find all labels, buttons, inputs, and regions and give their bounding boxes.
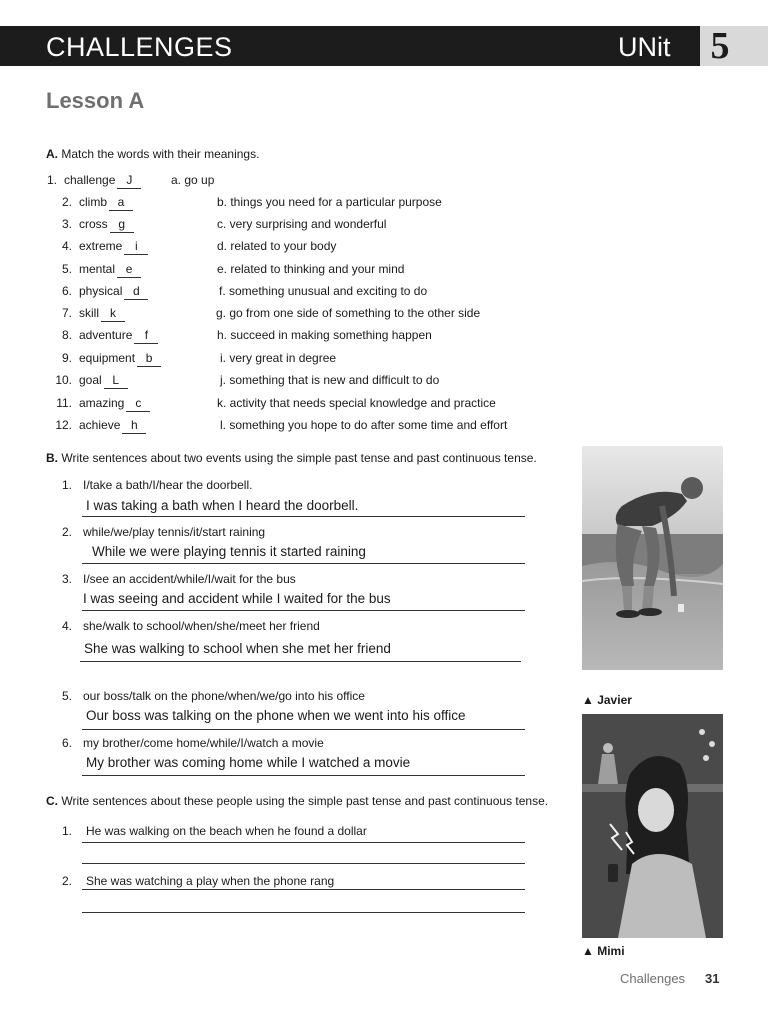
answer-line bbox=[82, 775, 525, 776]
javier-photo bbox=[582, 446, 723, 670]
match-word bbox=[79, 305, 125, 322]
javier-beach-illustration bbox=[582, 446, 723, 670]
sentence-answer[interactable]: I was seeing and accident while I waited for the bus bbox=[83, 591, 391, 606]
match-meaning: e. related to thinking and your mind bbox=[217, 262, 405, 276]
section-a-letter: A. bbox=[46, 147, 58, 161]
match-word-text: equipment bbox=[79, 351, 136, 365]
item-number: 10. bbox=[55, 373, 72, 387]
answer-blank[interactable]: f bbox=[134, 327, 158, 344]
match-meaning: a. go up bbox=[171, 173, 215, 187]
item-number: 2. bbox=[61, 195, 72, 209]
item-number: 2. bbox=[61, 874, 72, 888]
match-word bbox=[79, 395, 150, 412]
sentence-answer[interactable]: She was walking to school when she met her friend bbox=[84, 641, 391, 656]
mimi-phone-illustration bbox=[582, 714, 723, 938]
sentence-prompt: she/walk to school/when/she/meet her friend bbox=[83, 619, 320, 633]
match-word bbox=[79, 216, 134, 233]
sentence-prompt: my brother/come home/while/I/watch a movie bbox=[83, 736, 324, 750]
page-header-title: CHALLENGES bbox=[46, 32, 233, 62]
match-word bbox=[79, 261, 141, 278]
match-word-text: mental bbox=[79, 262, 116, 276]
item-number: 1. bbox=[61, 478, 72, 492]
answer-line bbox=[82, 729, 525, 730]
match-word bbox=[79, 417, 146, 434]
item-number: 7. bbox=[61, 306, 72, 320]
answer-blank[interactable]: h bbox=[122, 417, 146, 434]
picture-sentence-answer[interactable]: She was watching a play when the phone rang bbox=[86, 874, 335, 888]
match-meaning: h. succeed in making something happen bbox=[217, 328, 432, 342]
sentence-prompt: our boss/talk on the phone/when/we/go into his office bbox=[83, 689, 365, 703]
match-word-text: amazing bbox=[79, 396, 125, 410]
answer-line bbox=[82, 842, 525, 843]
sentence-answer[interactable]: I was taking a bath when I heard the doorbell. bbox=[86, 498, 359, 513]
javier-caption: ▲ Javier bbox=[582, 693, 632, 707]
answer-blank[interactable]: a bbox=[109, 194, 133, 211]
match-meaning: k. activity that needs special knowledge and practice bbox=[217, 396, 496, 410]
section-c-instruction bbox=[46, 793, 548, 809]
item-number: 9. bbox=[61, 351, 72, 365]
unit-number: 5 bbox=[710, 25, 730, 67]
answer-line bbox=[82, 610, 525, 611]
section-c-text: Write sentences about these people using the simple past tense and past continuous tense. bbox=[61, 794, 549, 808]
match-word-text: climb bbox=[79, 195, 108, 209]
item-number: 8. bbox=[61, 328, 72, 342]
item-number: 5. bbox=[61, 262, 72, 276]
match-meaning: j. something that is new and difficult to do bbox=[220, 373, 440, 387]
item-number: 2. bbox=[61, 525, 72, 539]
match-word-text: extreme bbox=[79, 239, 123, 253]
match-meaning: i. very great in degree bbox=[220, 351, 337, 365]
match-word bbox=[64, 172, 141, 189]
sentence-prompt: I/take a bath/I/hear the doorbell. bbox=[83, 478, 253, 492]
section-b-letter: B. bbox=[46, 451, 58, 465]
section-a-instruction bbox=[46, 146, 259, 162]
answer-line bbox=[80, 661, 521, 662]
answer-blank[interactable]: i bbox=[124, 238, 148, 255]
item-number: 1. bbox=[46, 173, 57, 187]
item-number: 1. bbox=[61, 824, 72, 838]
item-number: 6. bbox=[61, 284, 72, 298]
match-meaning: l. something you hope to do after some time and effort bbox=[220, 418, 508, 432]
section-c-letter: C. bbox=[46, 794, 58, 808]
match-meaning: f. something unusual and exciting to do bbox=[219, 284, 428, 298]
answer-blank[interactable]: b bbox=[137, 350, 161, 367]
answer-blank[interactable]: g bbox=[110, 216, 134, 233]
match-word bbox=[79, 327, 158, 344]
section-b-instruction bbox=[46, 450, 537, 466]
item-number: 12. bbox=[55, 418, 72, 432]
match-meaning: b. things you need for a particular purpose bbox=[217, 195, 442, 209]
section-a-text: Match the words with their meanings. bbox=[61, 147, 260, 161]
match-word bbox=[79, 194, 133, 211]
item-number: 4. bbox=[61, 619, 72, 633]
answer-line bbox=[82, 863, 525, 864]
item-number: 3. bbox=[61, 217, 72, 231]
answer-blank[interactable]: k bbox=[101, 305, 125, 322]
item-number: 6. bbox=[61, 736, 72, 750]
answer-line bbox=[82, 516, 525, 517]
match-word-text: goal bbox=[79, 373, 102, 387]
sentence-answer[interactable]: My brother was coming home while I watched a movie bbox=[86, 755, 411, 770]
answer-blank[interactable]: d bbox=[124, 283, 148, 300]
sentence-prompt: while/we/play tennis/it/start raining bbox=[83, 525, 266, 539]
match-word bbox=[79, 238, 148, 255]
match-word-text: challenge bbox=[64, 173, 116, 187]
match-meaning: g. go from one side of something to the other side bbox=[216, 306, 481, 320]
answer-blank[interactable]: e bbox=[117, 261, 141, 278]
unit-label: UNit bbox=[618, 32, 671, 62]
lesson-title: Lesson A bbox=[46, 88, 145, 113]
match-word bbox=[79, 350, 161, 367]
footer-label: Challenges bbox=[620, 971, 686, 986]
sentence-answer[interactable]: Our boss was talking on the phone when we went into his office bbox=[86, 708, 466, 723]
sentence-answer[interactable]: While we were playing tennis it started raining bbox=[92, 544, 366, 559]
answer-blank[interactable]: c bbox=[126, 395, 150, 412]
match-word bbox=[79, 372, 128, 389]
answer-blank[interactable]: J bbox=[117, 172, 141, 189]
item-number: 4. bbox=[61, 239, 72, 253]
picture-sentence-answer[interactable]: He was walking on the beach when he found a dollar bbox=[86, 824, 367, 838]
match-word bbox=[79, 283, 148, 300]
item-number: 5. bbox=[61, 689, 72, 703]
page-number: 31 bbox=[705, 971, 720, 986]
match-word-text: cross bbox=[79, 217, 108, 231]
match-word-text: skill bbox=[79, 306, 99, 320]
mimi-caption: ▲ Mimi bbox=[582, 944, 625, 958]
answer-line bbox=[82, 889, 525, 890]
answer-line bbox=[82, 563, 525, 564]
item-number: 11. bbox=[56, 396, 72, 410]
match-word-text: achieve bbox=[79, 418, 121, 432]
match-word-text: adventure bbox=[79, 328, 133, 342]
match-meaning: c. very surprising and wonderful bbox=[217, 217, 387, 231]
answer-line bbox=[82, 912, 525, 913]
section-b-text: Write sentences about two events using the simple past tense and past continuous tense. bbox=[61, 451, 537, 465]
match-meaning: d. related to your body bbox=[217, 239, 337, 253]
mimi-photo bbox=[582, 714, 723, 938]
answer-blank[interactable]: L bbox=[104, 372, 128, 389]
match-word-text: physical bbox=[79, 284, 123, 298]
item-number: 3. bbox=[61, 572, 72, 586]
sentence-prompt: I/see an accident/while/I/wait for the bus bbox=[83, 572, 296, 586]
